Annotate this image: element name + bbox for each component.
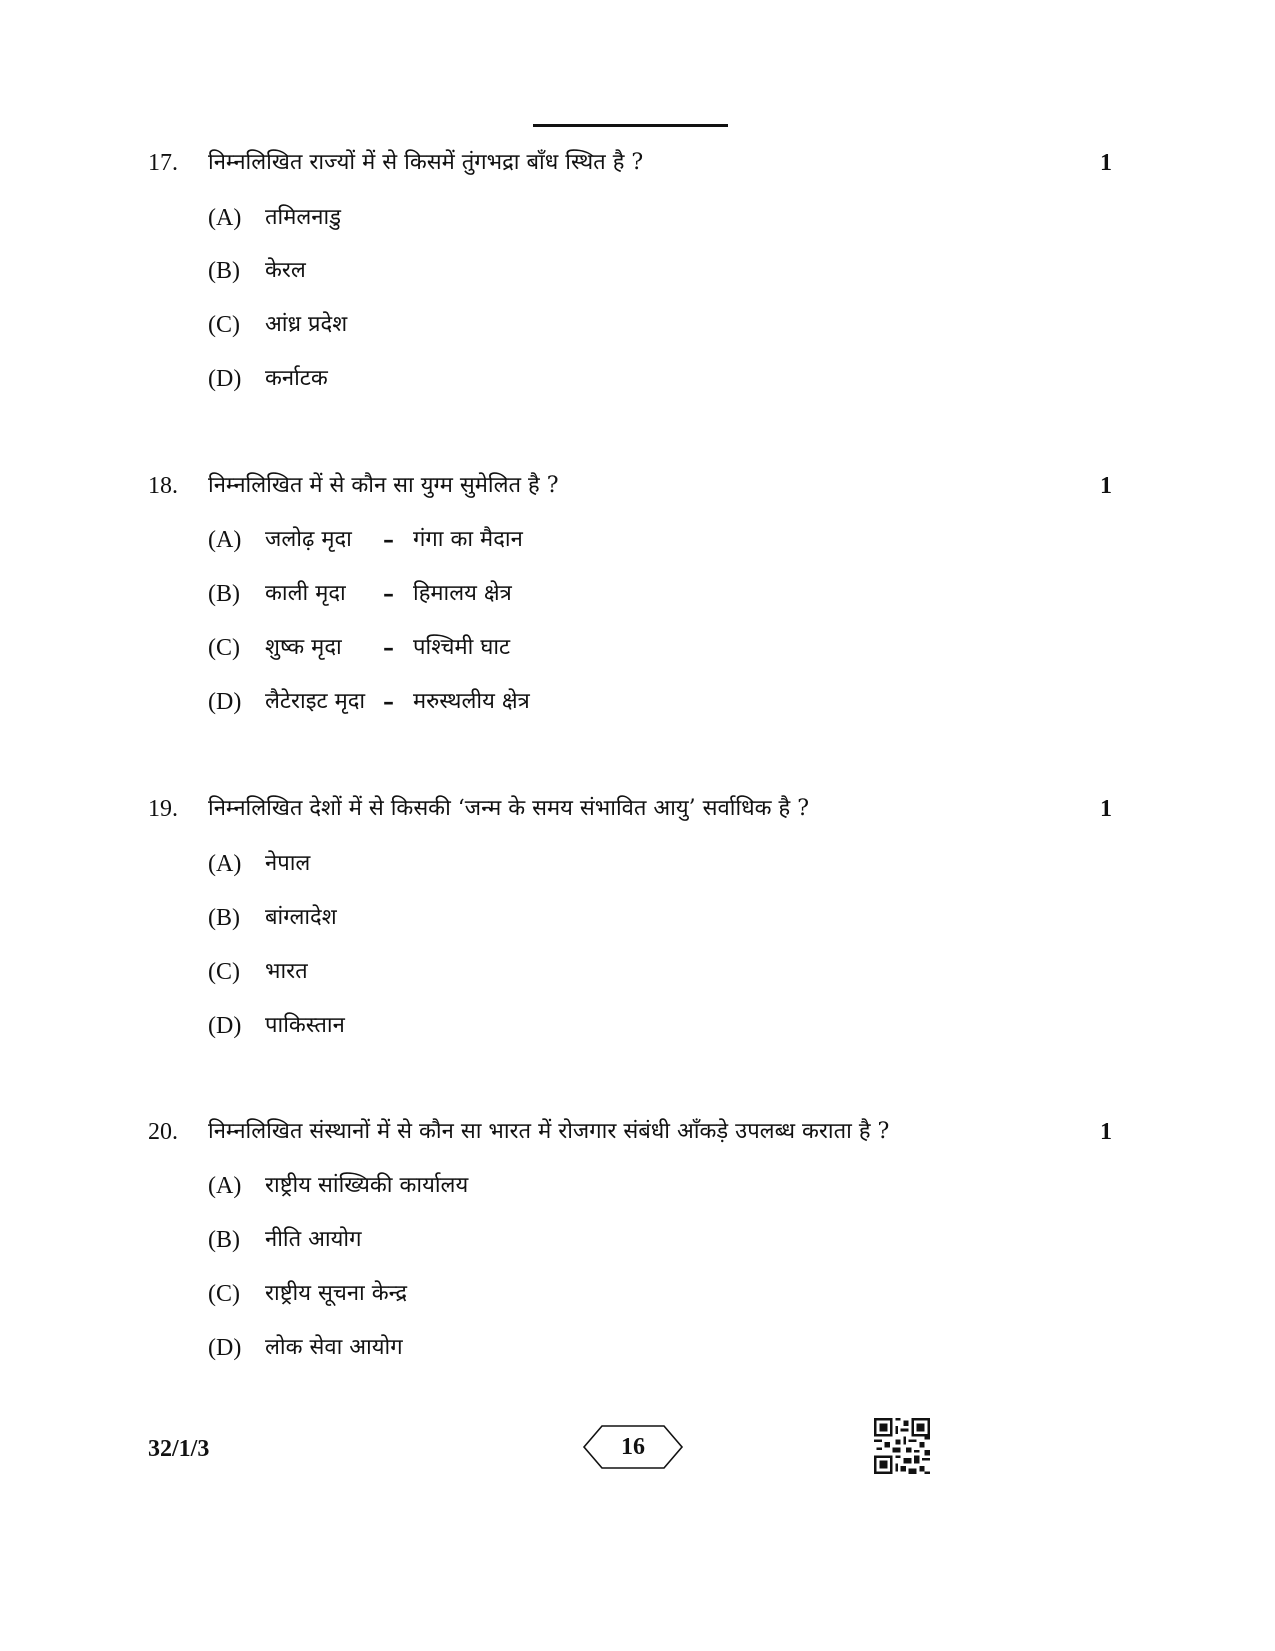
option-19-b [208, 903, 1108, 933]
option-label: (D) [208, 366, 242, 392]
option-20-b [208, 1225, 1108, 1255]
option-19-a [208, 849, 1108, 879]
option-label: (B) [208, 905, 240, 931]
option-18-b [208, 579, 1108, 609]
question-marks: 1 [1100, 473, 1112, 499]
option-label: (A) [208, 205, 242, 231]
option-19-d [208, 1011, 1108, 1041]
option-label: (B) [208, 581, 240, 607]
option-18-a [208, 525, 1108, 555]
qr-code-icon [874, 1418, 930, 1474]
match-dash: – [383, 527, 394, 553]
option-text: राष्ट्रीय सूचना केन्द्र [265, 1281, 408, 1306]
option-20-c [208, 1279, 1108, 1309]
option-text: बांग्लादेश [265, 905, 337, 930]
page-number: 16 [621, 1434, 645, 1460]
question-number: 20. [148, 1119, 178, 1145]
option-20-a [208, 1171, 1108, 1201]
option-label: (D) [208, 1335, 242, 1361]
option-match-text: मरुस्थलीय क्षेत्र [413, 689, 530, 714]
question-text: निम्नलिखित में से कौन सा युग्म सुमेलित है ? [208, 473, 559, 498]
option-18-d [208, 687, 1108, 717]
page-number-badge [582, 1424, 684, 1470]
option-text: आंध्र प्रदेश [265, 312, 348, 337]
question-marks: 1 [1100, 796, 1112, 822]
option-label: (B) [208, 258, 240, 284]
option-17-d [208, 364, 1108, 394]
option-label: (D) [208, 689, 242, 715]
option-label: (C) [208, 635, 240, 661]
option-text: पाकिस्तान [265, 1013, 345, 1038]
option-match-text: पश्चिमी घाट [413, 635, 511, 660]
option-label: (A) [208, 527, 242, 553]
option-text: भारत [265, 959, 308, 984]
question-number: 19. [148, 796, 178, 822]
match-dash: – [383, 635, 394, 661]
match-dash: – [383, 689, 394, 715]
question-marks: 1 [1100, 1119, 1112, 1145]
option-text: नेपाल [265, 851, 311, 876]
option-text: काली मृदा [265, 581, 346, 606]
option-label: (C) [208, 312, 240, 338]
option-17-a [208, 203, 1108, 233]
top-divider [533, 124, 728, 127]
option-label: (C) [208, 1281, 240, 1307]
question-text: निम्नलिखित देशों में से किसकी ‘जन्म के समय संभावित आयु’ सर्वाधिक है ? [208, 796, 810, 821]
option-text: नीति आयोग [265, 1227, 362, 1252]
option-label: (A) [208, 851, 242, 877]
option-match-text: गंगा का मैदान [413, 527, 523, 552]
option-20-d [208, 1333, 1108, 1363]
option-match-text: हिमालय क्षेत्र [413, 581, 512, 606]
question-number: 17. [148, 150, 178, 176]
question-number: 18. [148, 473, 178, 499]
option-18-c [208, 633, 1108, 663]
option-text: कर्नाटक [265, 366, 328, 391]
paper-code: 32/1/3 [148, 1436, 210, 1462]
option-text: जलोढ़ मृदा [265, 527, 352, 552]
question-text: निम्नलिखित राज्यों में से किसमें तुंगभद्रा बाँध स्थित है ? [208, 150, 644, 175]
option-text: शुष्क मृदा [265, 635, 342, 660]
option-label: (B) [208, 1227, 240, 1253]
option-text: केरल [265, 258, 306, 283]
option-text: लोक सेवा आयोग [265, 1335, 403, 1360]
option-17-c [208, 310, 1108, 340]
option-17-b [208, 256, 1108, 286]
option-text: लैटेराइट मृदा [265, 689, 366, 714]
option-text: राष्ट्रीय सांख्यिकी कार्यालय [265, 1173, 469, 1198]
option-label: (D) [208, 1013, 242, 1039]
option-19-c [208, 957, 1108, 987]
question-marks: 1 [1100, 150, 1112, 176]
qr-code [874, 1418, 930, 1474]
match-dash: – [383, 581, 394, 607]
option-label: (C) [208, 959, 240, 985]
option-text: तमिलनाडु [265, 205, 341, 230]
option-label: (A) [208, 1173, 242, 1199]
question-text: निम्नलिखित संस्थानों में से कौन सा भारत में रोजगार संबंधी आँकड़े उपलब्ध कराता है ? [208, 1119, 890, 1144]
